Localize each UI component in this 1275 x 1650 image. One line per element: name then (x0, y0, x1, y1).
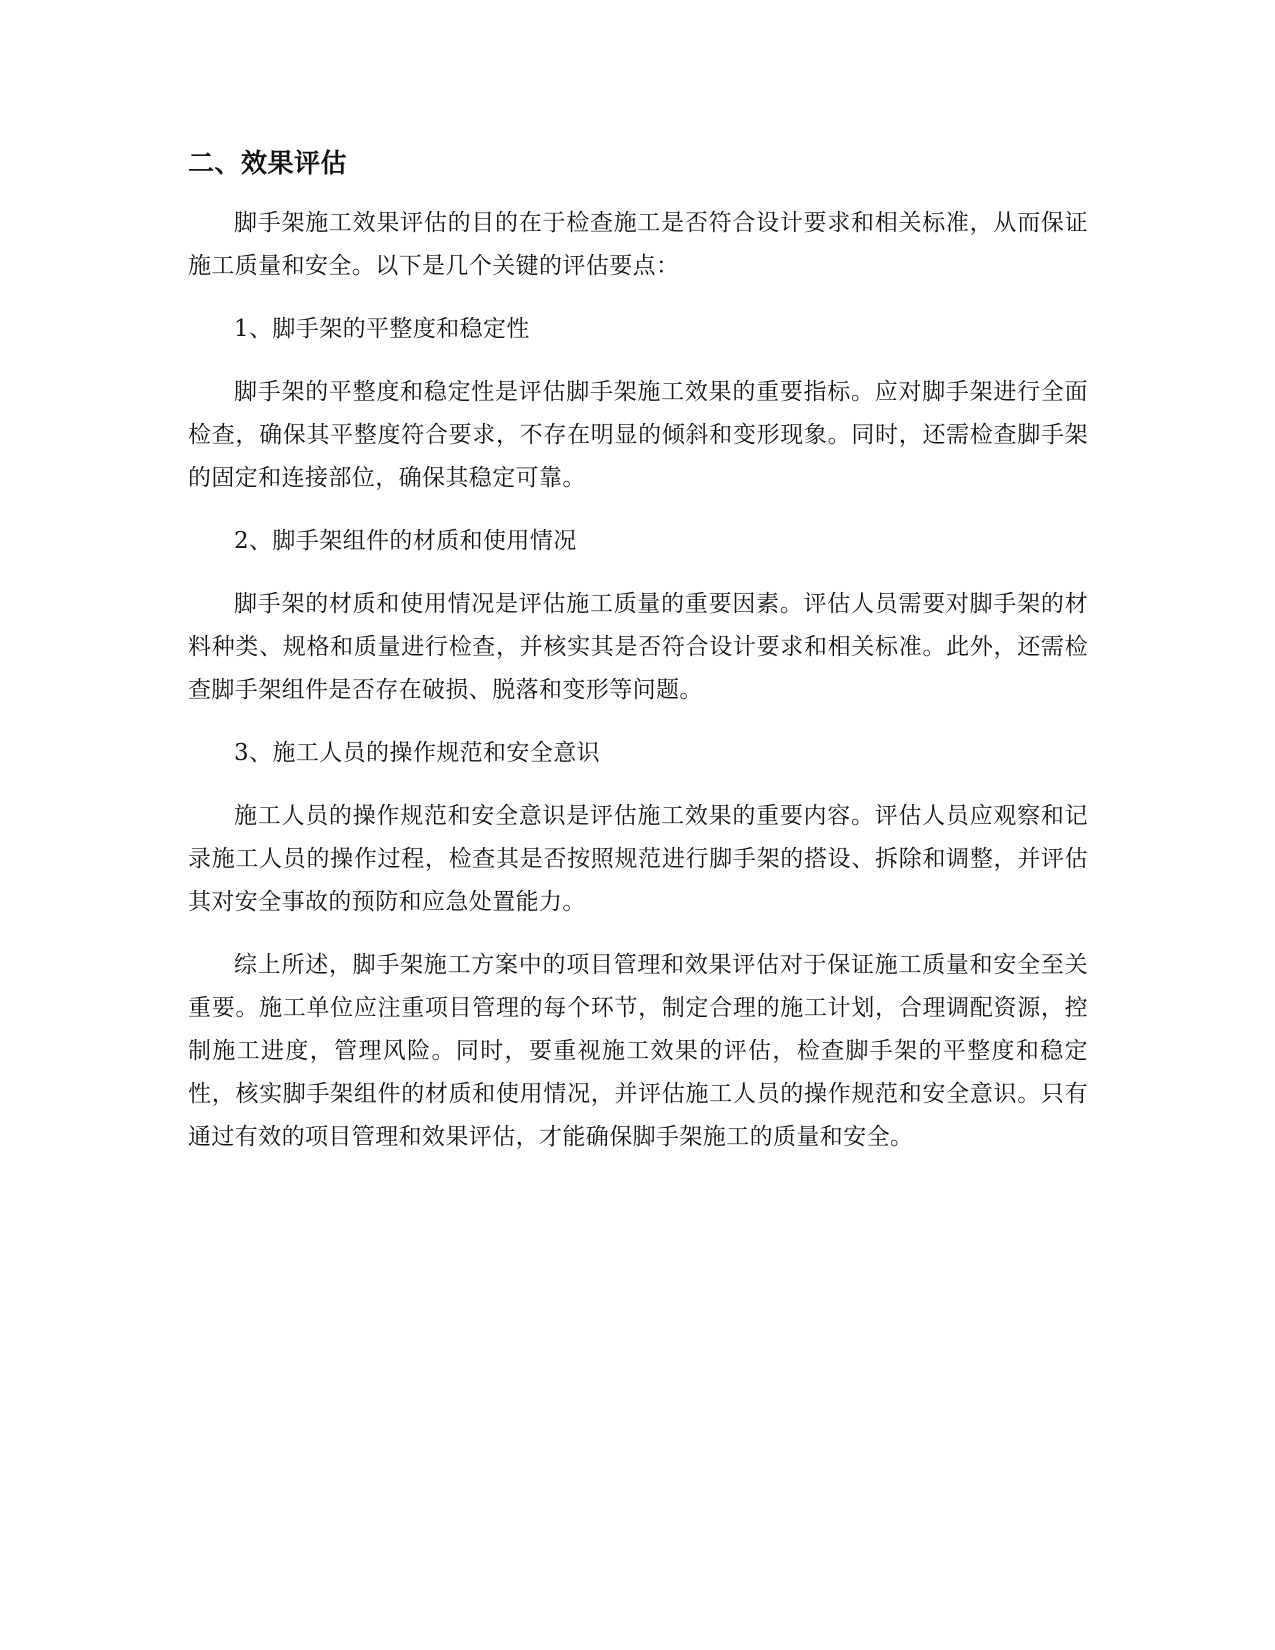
item-1-title: 1、脚手架的平整度和稳定性 (234, 316, 530, 342)
item-3-title: 3、施工人员的操作规范和安全意识 (234, 740, 601, 766)
document-content (188, 146, 1088, 1179)
intro-paragraph: 脚手架施工效果评估的目的在于检查施工是否符合设计要求和相关标准，从而保证施工质量和安全。以下是几个关键的评估要点： (188, 210, 1088, 279)
conclusion-paragraph: 综上所述，脚手架施工方案中的项目管理和效果评估对于保证施工质量和安全至关重要。施工单位应注重项目管理的每个环节，制定合理的施工计划，合理调配资源，控制施工进度，管理风险。同时，要重视施工效果的评估，检查脚手架的平整度和稳定性，核实脚手架组件的材质和使用情况，并评估施工人员的操作规范和安全意识。只有通过有效的项目管理和效果评估，才能确保脚手架施工的质量和安全。 (188, 952, 1088, 1150)
item-3-body: 施工人员的操作规范和安全意识是评估施工效果的重要内容。评估人员应观察和记录施工人员的操作过程，检查其是否按照规范进行脚手架的搭设、拆除和调整，并评估其对安全事故的预防和应急处置能力。 (188, 803, 1088, 915)
item-2-body: 脚手架的材质和使用情况是评估施工质量的重要因素。评估人员需要对脚手架的材料种类、规格和质量进行检查，并核实其是否符合设计要求和相关标准。此外，还需检查脚手架组件是否存在破损、脱落和变形等问题。 (188, 591, 1088, 703)
item-1-body: 脚手架的平整度和稳定性是评估脚手架施工效果的重要指标。应对脚手架进行全面检查，确保其平整度符合要求，不存在明显的倾斜和变形现象。同时，还需检查脚手架的固定和连接部位，确保其稳定可靠。 (188, 379, 1088, 491)
item-2-title: 2、脚手架组件的材质和使用情况 (234, 528, 577, 554)
section-heading: 二、效果评估 (188, 149, 348, 179)
